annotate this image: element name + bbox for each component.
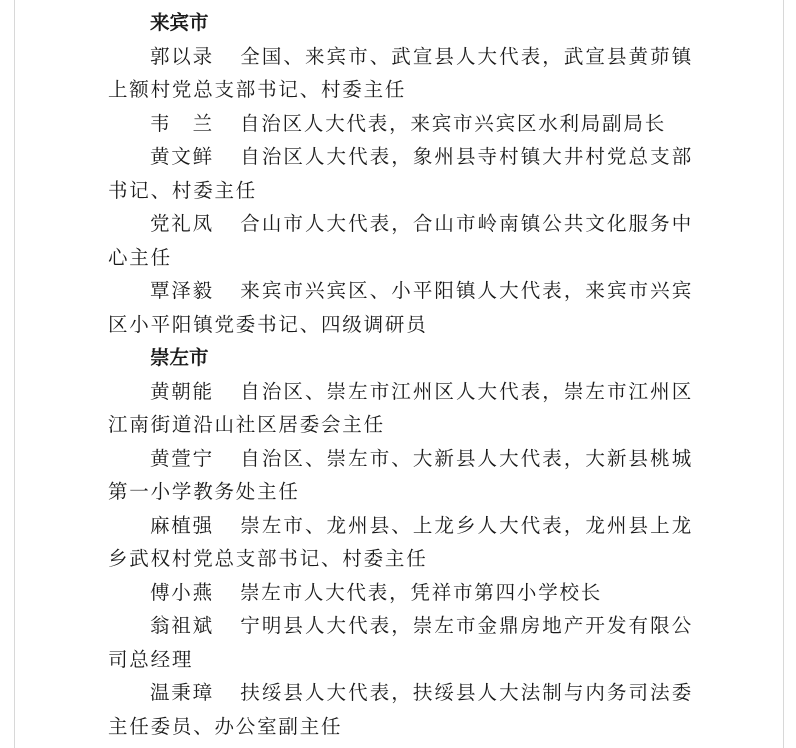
entry <box>108 509 693 576</box>
entry <box>108 442 693 509</box>
delegate-description: 崇左市、龙州县、上龙乡人大代表，龙州县上龙乡武权村党总支部书记、村委主任 <box>108 513 693 570</box>
delegate-name: 麻植强 <box>150 513 214 537</box>
delegate-description: 崇左市人大代表，凭祥市第四小学校长 <box>240 580 603 604</box>
delegate-name: 黄朝能 <box>150 379 214 403</box>
delegate-name: 党礼凤 <box>150 212 214 235</box>
delegate-description: 自治区、崇左市江州区人大代表，崇左市江州区江南街道沿山社区居委会主任 <box>108 379 693 436</box>
entry <box>108 107 693 141</box>
entry <box>108 140 693 207</box>
delegate-name: 韦 兰 <box>150 111 214 135</box>
delegate-description: 扶绥县人大代表，扶绥县人大法制与内务司法委主任委员、办公室副主任 <box>108 681 693 738</box>
delegate-description: 合山市人大代表，合山市岭南镇公共文化服务中心主任 <box>108 212 693 269</box>
city-heading-chongzuo: 崇左市 <box>150 346 209 369</box>
city-heading-laibin: 来宾市 <box>150 11 209 34</box>
entry <box>108 609 693 676</box>
entry <box>108 40 693 107</box>
entry <box>108 274 693 341</box>
delegate-name: 郭以录 <box>150 44 214 68</box>
delegate-name: 温秉璋 <box>150 681 214 704</box>
delegate-name: 黄文鲜 <box>150 145 214 168</box>
entry <box>108 375 693 442</box>
document-content <box>108 6 693 743</box>
delegate-description: 自治区人大代表，来宾市兴宾区水利局副局长 <box>240 111 667 135</box>
delegate-description: 自治区、崇左市、大新县人大代表，大新县桃城第一小学教务处主任 <box>108 446 693 503</box>
entry <box>108 576 693 610</box>
entry <box>108 676 693 743</box>
delegate-name: 傅小燕 <box>150 580 214 604</box>
entry <box>108 207 693 274</box>
delegate-description: 全国、来宾市、武宣县人大代表，武宣县黄茆镇上额村党总支部书记、村委主任 <box>108 44 693 101</box>
delegate-name: 翁祖斌 <box>150 614 214 637</box>
delegate-name: 覃泽毅 <box>150 279 214 302</box>
delegate-description: 来宾市兴宾区、小平阳镇人大代表，来宾市兴宾区小平阳镇党委书记、四级调研员 <box>108 279 693 336</box>
delegate-description: 宁明县人大代表，崇左市金鼎房地产开发有限公司总经理 <box>108 614 693 671</box>
delegate-description: 自治区人大代表，象州县寺村镇大井村党总支部书记、村委主任 <box>108 145 693 202</box>
delegate-name: 黄萱宁 <box>150 446 214 470</box>
